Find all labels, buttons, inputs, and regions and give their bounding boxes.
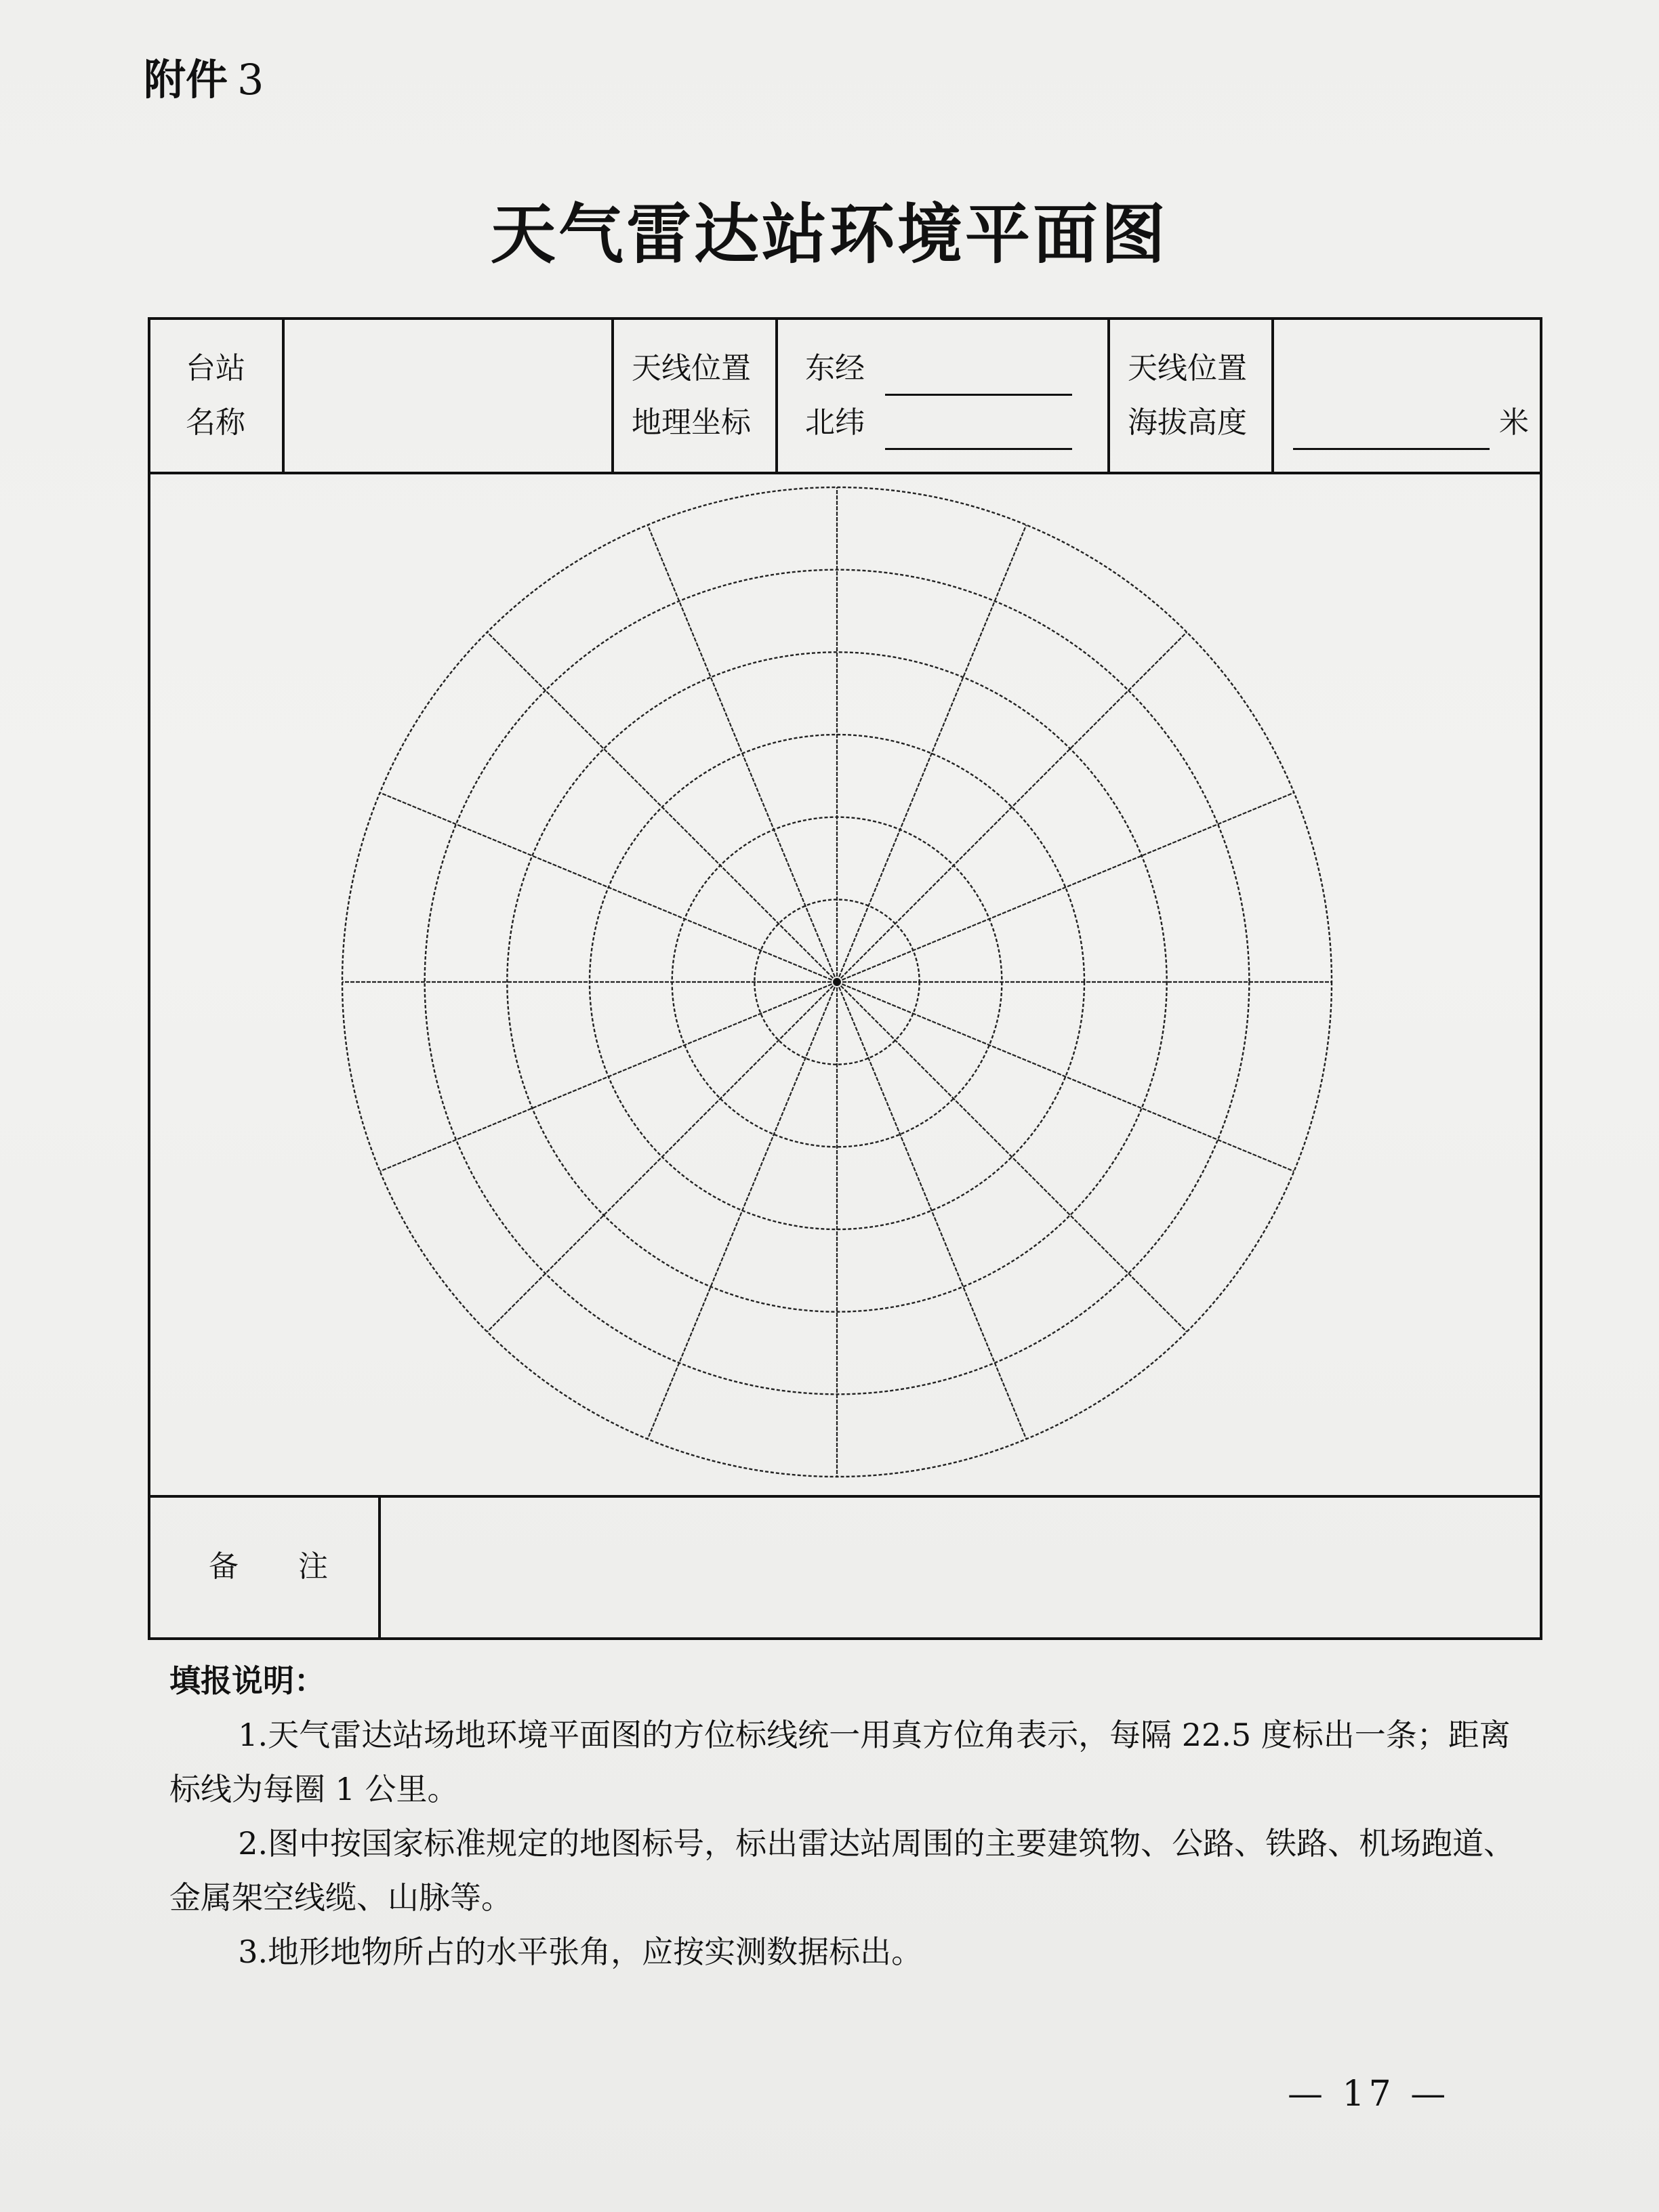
attachment-label	[144, 46, 264, 106]
antenna-coords-label-cell	[614, 320, 778, 472]
page-number: — 17 —	[1288, 2074, 1450, 2114]
remarks-label-cell	[150, 1498, 381, 1637]
antenna-altitude-label-2: 海拔高度	[1128, 405, 1247, 440]
radar-environment-plot	[150, 474, 1540, 1499]
page-title: 天气雷达站环境平面图	[491, 197, 1168, 272]
remarks-field[interactable]	[381, 1498, 1540, 1637]
azimuth-line-315	[487, 632, 837, 982]
instruction-item-2: 2.图中按国家标准规定的地图标号，标出雷达站周围的主要建筑物、公路、铁路、机场跑道、金属架空线缆、山脉等。	[169, 1825, 1515, 1916]
azimuth-line-247.5	[380, 982, 837, 1171]
attachment-text: 附件	[144, 55, 228, 104]
radar-center-point	[834, 979, 840, 985]
antenna-coords-label-1: 天线位置	[632, 351, 751, 386]
north-latitude-label: 北纬	[805, 405, 865, 440]
azimuth-line-337.5	[648, 525, 837, 982]
station-name-label-2: 名称	[186, 405, 245, 440]
azimuth-line-225	[487, 982, 837, 1332]
meter-unit: 米	[1499, 405, 1529, 440]
azimuth-line-67.5	[837, 793, 1294, 982]
instruction-item-1: 1.天气雷达站场地环境平面图的方位标线统一用真方位角表示，每隔 22.5 度标出一条；距离标线为每圈 1 公里。	[169, 1717, 1511, 1807]
coords-field-cell	[778, 320, 1110, 472]
instruction-item-3: 3.地形地物所占的水平张角，应按实测数据标出。	[238, 1933, 923, 1970]
altitude-field[interactable]	[1293, 425, 1490, 450]
antenna-altitude-label-cell	[1110, 320, 1274, 472]
azimuth-line-292.5	[380, 793, 837, 982]
azimuth-line-45	[837, 632, 1187, 982]
station-name-label-cell	[150, 320, 285, 472]
azimuth-line-135	[837, 982, 1187, 1332]
antenna-coords-label-2: 地理坐标	[632, 405, 751, 440]
station-name-field[interactable]	[285, 320, 614, 472]
azimuth-line-202.5	[648, 982, 837, 1439]
azimuth-line-22.5	[837, 525, 1026, 982]
instructions-heading: 填报说明：	[169, 1662, 325, 1699]
environment-form	[148, 317, 1542, 1640]
remarks-label: 备 注	[209, 1549, 328, 1584]
north-latitude-field[interactable]	[885, 425, 1072, 450]
azimuth-line-112.5	[837, 982, 1294, 1171]
antenna-altitude-label-1: 天线位置	[1128, 351, 1247, 386]
polar-grid	[150, 474, 1540, 1499]
east-longitude-field[interactable]	[885, 371, 1072, 396]
altitude-field-cell	[1274, 320, 1545, 472]
azimuth-line-157.5	[837, 982, 1026, 1439]
east-longitude-label: 东经	[805, 351, 865, 386]
fill-instructions	[169, 1654, 1532, 1979]
header-row	[150, 320, 1540, 474]
remarks-row	[150, 1495, 1540, 1637]
station-name-label-1: 台站	[186, 351, 245, 386]
attachment-number: 3	[237, 55, 264, 104]
